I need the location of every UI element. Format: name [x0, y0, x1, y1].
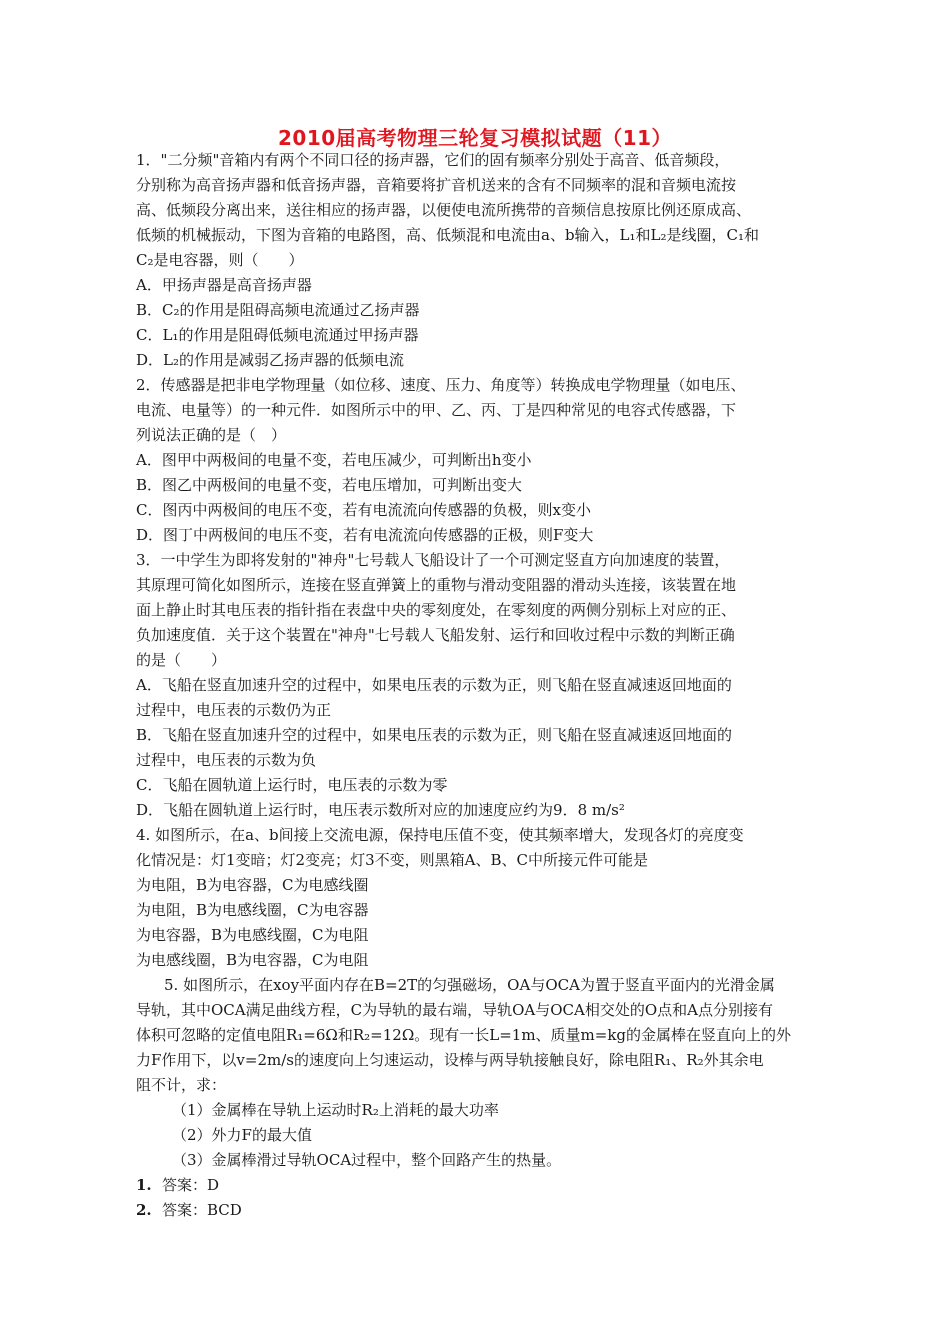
- q3-line-4: 负加速度值．关于这个装置在"神舟"七号载人飞船发射、运行和回收过程中示数的判断正确: [136, 626, 735, 644]
- q2-option-b: B．图乙中两极间的电量不变，若电压增加，可判断出变大: [136, 476, 523, 494]
- q5-line-5: 阻不计，求：: [136, 1076, 227, 1094]
- q3-option-c: C．飞船在圆轨道上运行时，电压表的示数为零: [136, 776, 448, 794]
- answer-number: 1.: [136, 1176, 152, 1194]
- q5-part-2: （2）外力F的最大值: [172, 1126, 312, 1144]
- q3-line-2: 其原理可简化如图所示，连接在竖直弹簧上的重物与滑动变阻器的滑动头连接，该装置在地: [136, 576, 737, 594]
- q5-line-1: 5. 如图所示，在xoy平面内存在B=2T的匀强磁场，OA与OCA为置于竖直平面内的光滑金属: [164, 976, 775, 994]
- q1-option-b: B．C₂的作用是阻碍高频电流通过乙扬声器: [136, 301, 420, 319]
- answer-text: 答案：BCD: [162, 1201, 242, 1219]
- document-body: [136, 148, 826, 1223]
- q1-option-d: D．L₂的作用是减弱乙扬声器的低频电流: [136, 351, 405, 369]
- q2-option-a: A．图甲中两极间的电量不变，若电压减少，可判断出h变小: [136, 451, 532, 469]
- q4-option-3: 为电容器，B为电感线圈，C为电阻: [136, 926, 369, 944]
- q1-line-1: 1．"二分频"音箱内有两个不同口径的扬声器，它们的固有频率分别处于高音、低音频段，: [136, 151, 730, 169]
- q1-option-c: C．L₁的作用是阻碍低频电流通过甲扬声器: [136, 326, 419, 344]
- q3-line-5: 的是（ ）: [136, 651, 227, 669]
- q5-line-3: 体积可忽略的定值电阻R₁=6Ω和R₂=12Ω。现有一长L=1m、质量m=kg的金属棒在竖直向上的外: [136, 1026, 792, 1044]
- answer-number: 2.: [136, 1201, 152, 1219]
- page-title: 2010届高考物理三轮复习模拟试题（11）: [278, 126, 672, 150]
- q3-option-a-1: A．飞船在竖直加速升空的过程中，如果电压表的示数为正，则飞船在竖直减速返回地面的: [136, 676, 732, 694]
- q2-line-2: 电流、电量等）的一种元件．如图所示中的甲、乙、丙、丁是四种常见的电容式传感器，下: [136, 401, 737, 419]
- q5-line-2: 导轨，其中OCA满足曲线方程，C为导轨的最右端，导轨OA与OCA相交处的O点和A点分别接有: [136, 1001, 773, 1019]
- q3-option-b-2: 过程中，电压表的示数为负: [136, 751, 317, 769]
- q3-option-d: D．飞船在圆轨道上运行时，电压表示数所对应的加速度应约为9．8 m/s²: [136, 801, 625, 819]
- q4-option-1: 为电阻，B为电容器，C为电感线圈: [136, 876, 369, 894]
- q3-option-b-1: B．飞船在竖直加速升空的过程中，如果电压表的示数为正，则飞船在竖直减速返回地面的: [136, 726, 733, 744]
- q3-line-1: 3．一中学生为即将发射的"神舟"七号载人飞船设计了一个可测定竖直方向加速度的装置，: [136, 551, 730, 569]
- q2-option-c: C．图丙中两极间的电压不变，若有电流流向传感器的负极，则x变小: [136, 501, 591, 519]
- q4-line-1: 4. 如图所示，在a、b间接上交流电源，保持电压值不变，使其频率增大，发现各灯的亮度变: [136, 826, 744, 844]
- q2-line-3: 列说法正确的是（ ）: [136, 426, 287, 444]
- q1-line-2: 分别称为高音扬声器和低音扬声器，音箱要将扩音机送来的含有不同频率的混和音频电流按: [136, 176, 737, 194]
- q3-option-a-2: 过程中，电压表的示数仍为正: [136, 701, 332, 719]
- q1-line-4: 低频的机械振动，下图为音箱的电路图，高、低频混和电流由a、b输入，L₁和L₂是线圈，C₁和: [136, 226, 759, 244]
- answer-1: [136, 1173, 826, 1198]
- q3-line-3: 面上静止时其电压表的指针指在表盘中央的零刻度处，在零刻度的两侧分别标上对应的正、: [136, 601, 737, 619]
- answer-text: 答案：D: [162, 1176, 220, 1194]
- q1-option-a: A．甲扬声器是高音扬声器: [136, 276, 312, 294]
- q5-part-3: （3）金属棒滑过导轨OCA过程中，整个回路产生的热量。: [172, 1151, 562, 1169]
- q4-option-4: 为电感线圈，B为电容器，C为电阻: [136, 951, 369, 969]
- q1-line-3: 高、低频段分离出来，送往相应的扬声器，以便使电流所携带的音频信息按原比例还原成高、: [136, 201, 752, 219]
- q4-option-2: 为电阻，B为电感线圈，C为电容器: [136, 901, 369, 919]
- q4-line-2: 化情况是：灯1变暗；灯2变亮；灯3不变，则黑箱A、B、C中所接元件可能是: [136, 851, 648, 869]
- q2-option-d: D．图丁中两极间的电压不变，若有电流流向传感器的正极，则F变大: [136, 526, 594, 544]
- q2-line-1: 2．传感器是把非电学物理量（如位移、速度、压力、角度等）转换成电学物理量（如电压、: [136, 376, 746, 394]
- q1-line-5: C₂是电容器，则（ ）: [136, 251, 304, 269]
- q5-part-1: （1）金属棒在导轨上运动时R₂上消耗的最大功率: [172, 1101, 499, 1119]
- answer-2: [136, 1198, 826, 1223]
- q5-line-4: 力F作用下，以v=2m/s的速度向上匀速运动，设棒与两导轨接触良好，除电阻R₁、R₂外其余电: [136, 1051, 764, 1069]
